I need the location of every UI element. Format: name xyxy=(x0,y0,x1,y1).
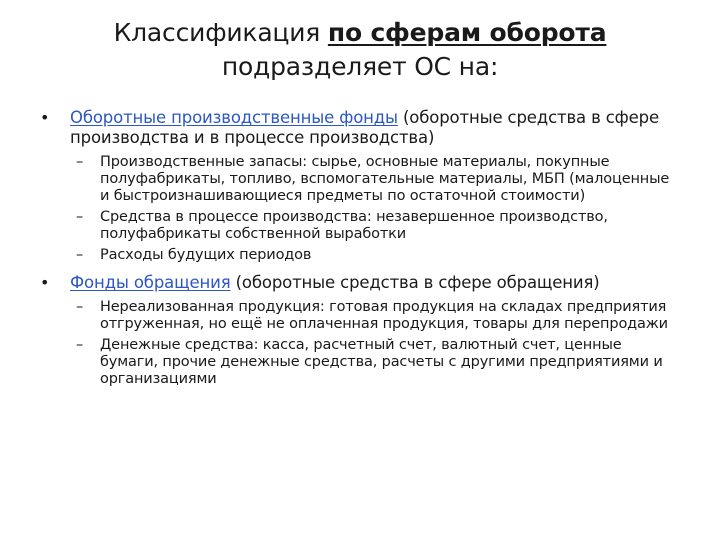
title-line-1 xyxy=(60,16,660,50)
title-line-2: подразделяет ОС на: xyxy=(221,52,499,81)
dash-icon: – xyxy=(76,299,84,315)
sub-item-text: Средства в процессе производства: незавершенное производство, полуфабрикаты собственной выработки xyxy=(100,209,608,242)
title-prefix: Классификация xyxy=(113,18,328,47)
bullet-text: (оборотные средства в сфере обращения) xyxy=(230,273,600,292)
link-circulation-funds[interactable]: Фонды обращения xyxy=(70,273,231,292)
bullet-text: (оборотные средства в сфере производства и в процессе производства) xyxy=(70,108,659,147)
sub-item-production-stocks xyxy=(40,154,680,205)
bullet-icon: • xyxy=(40,273,50,292)
dash-icon: – xyxy=(76,247,84,263)
sub-item-text: Расходы будущих периодов xyxy=(100,247,312,263)
sub-list-production-funds xyxy=(40,154,680,264)
sub-item-work-in-progress xyxy=(40,209,680,243)
bullet-item-production-funds xyxy=(40,108,680,148)
dash-icon: – xyxy=(76,209,84,225)
sub-item-text: Нереализованная продукция: готовая продукция на складах предприятия отгруженная, но ещё не оплаченная продукция, товары для перепродажи xyxy=(100,299,668,332)
sub-item-deferred-expenses xyxy=(40,247,680,264)
sub-item-unsold-products xyxy=(40,299,680,333)
sub-item-text: Денежные средства: касса, расчетный счет, валютный счет, ценные бумаги, прочие денежные средства, расчеты с другими предприятиями и организациями xyxy=(100,337,663,387)
sub-item-text: Производственные запасы: сырье, основные материалы, покупные полуфабрикаты, топливо, вспомогательные материалы, МБП (малоценные и быстроизнашивающиеся предметы по остаточной стоимости) xyxy=(100,154,670,204)
bullet-icon: • xyxy=(40,108,50,127)
title-emphasis: по сферам оборота xyxy=(327,18,607,47)
dash-icon: – xyxy=(76,337,84,353)
dash-icon: – xyxy=(76,154,84,170)
bullet-list xyxy=(40,108,680,392)
slide-title xyxy=(60,16,660,84)
sub-list-circulation-funds xyxy=(40,299,680,388)
sub-item-cash-assets xyxy=(40,337,680,388)
link-production-funds[interactable]: Оборотные производственные фонды xyxy=(70,108,398,127)
bullet-item-circulation-funds xyxy=(40,273,680,293)
